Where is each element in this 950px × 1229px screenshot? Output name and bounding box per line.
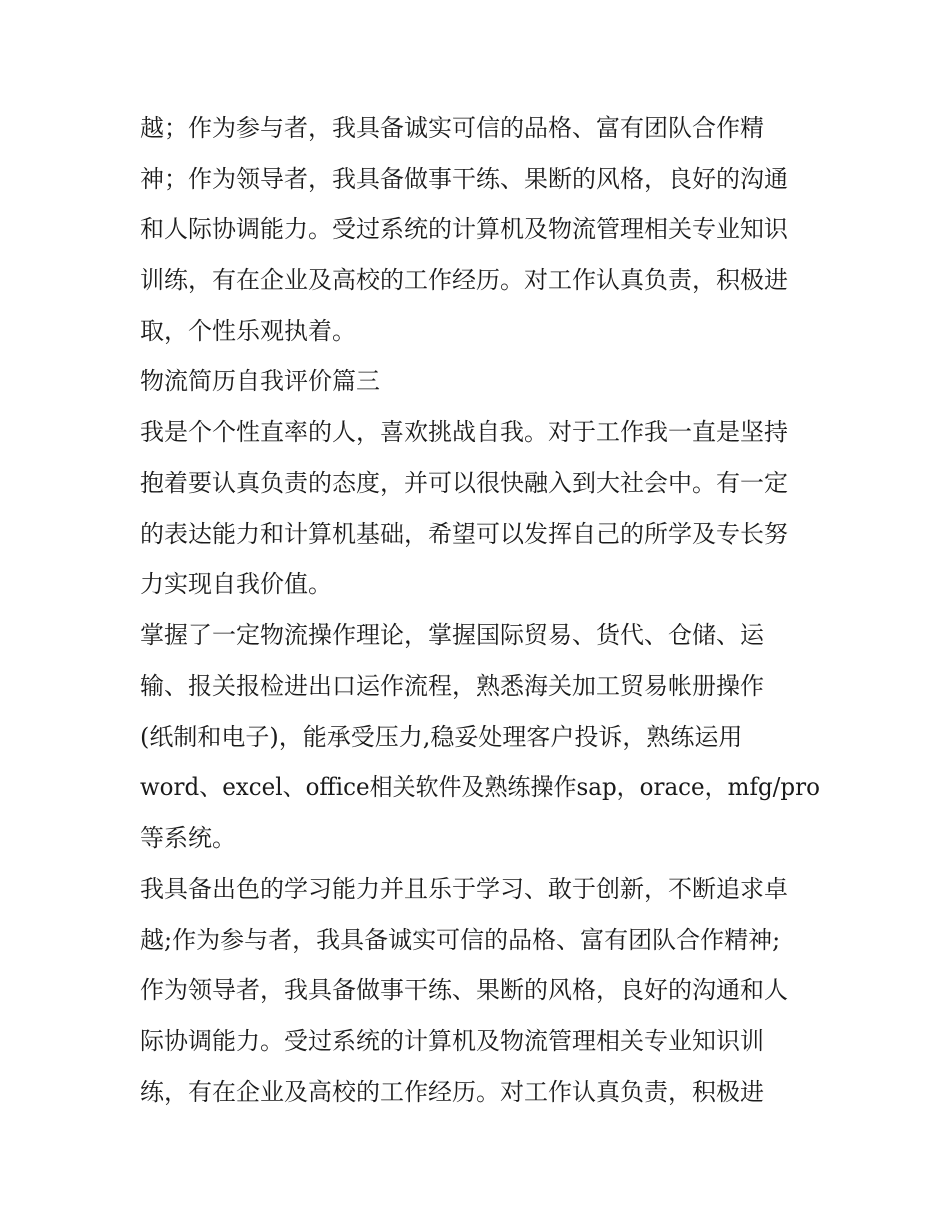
text-line-1: 越；作为参与者，我具备诚实可信的品格、富有团队合作精 <box>140 114 764 142</box>
text-line-20: 练，有在企业及高校的工作经历。对工作认真负责，积极进 <box>140 1078 764 1106</box>
text-line-8: 抱着要认真负责的态度，并可以很快融入到大社会中。有一定 <box>140 469 788 497</box>
text-line-12: 输、报关报检进出口运作流程，熟悉海关加工贸易帐册操作 <box>140 672 764 700</box>
text-line-11: 掌握了一定物流操作理论，掌握国际贸易、货代、仓储、运 <box>140 621 764 649</box>
text-line-13: (纸制和电子)，能承受压力,稳妥处理客户投诉，熟练运用 <box>140 723 743 751</box>
text-line-5: 取，个性乐观执着。 <box>140 317 356 345</box>
text-line-16: 我具备出色的学习能力并且乐于学习、敢于创新，不断追求卓 <box>140 875 788 903</box>
text-line-4: 训练，有在企业及高校的工作经历。对工作认真负责，积极进 <box>140 266 788 294</box>
text-line-18: 作为领导者，我具备做事干练、果断的风格，良好的沟通和人 <box>140 976 788 1004</box>
text-line-19: 际协调能力。受过系统的计算机及物流管理相关专业知识训 <box>140 1027 764 1055</box>
text-line-7: 我是个个性直率的人，喜欢挑战自我。对于工作我一直是坚持 <box>140 418 788 446</box>
text-line-14: word、excel、office相关软件及熟练操作sap，orace，mfg/pro <box>140 773 820 801</box>
section-heading: 物流简历自我评价篇三 <box>140 367 380 395</box>
text-line-9: 的表达能力和计算机基础，希望可以发挥自己的所学及专长努 <box>140 520 788 548</box>
text-line-3: 和人际协调能力。受过系统的计算机及物流管理相关专业知识 <box>140 215 788 243</box>
text-line-2: 神；作为领导者，我具备做事干练、果断的风格，良好的沟通 <box>140 165 788 193</box>
text-line-10: 力实现自我价值。 <box>140 570 332 598</box>
text-line-17: 越;作为参与者，我具备诚实可信的品格、富有团队合作精神; <box>140 926 781 954</box>
text-line-15: 等系统。 <box>140 824 236 852</box>
